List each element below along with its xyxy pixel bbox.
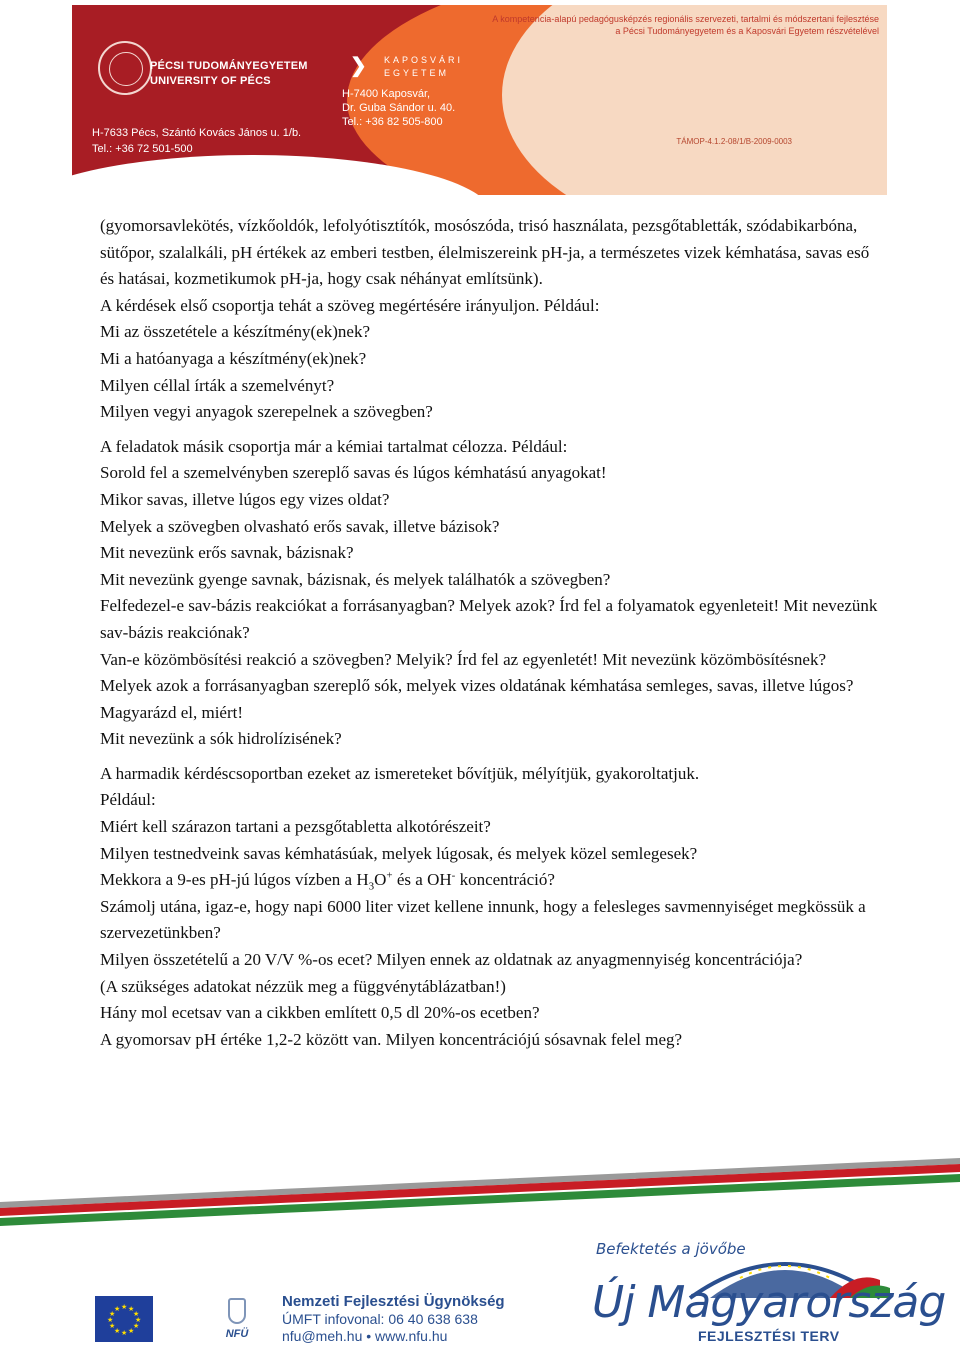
formula-subscript: 3	[368, 880, 375, 893]
star-icon: ★	[114, 1327, 121, 1335]
ke-address-street: Dr. Guba Sándor u. 40.	[342, 102, 456, 114]
question: Mi a hatóanyaga a készítmény(ek)nek?	[100, 348, 367, 368]
star-icon: ★	[133, 1322, 140, 1330]
formula-superscript: -	[451, 869, 456, 882]
pte-seal-icon	[98, 41, 152, 95]
tamop-code: TÁMOP-4.1.2-08/1/B-2009-0003	[676, 137, 792, 146]
project-title	[492, 13, 879, 37]
question: Milyen céllal írták a szemelvényt?	[100, 375, 335, 395]
question: Mit nevezünk a sók hidrolízisének?	[100, 729, 342, 749]
ke-name-line1: KAPOSVÁRI	[384, 55, 464, 65]
ke-name-line2: EGYETEM	[384, 68, 450, 78]
formula-text: Mekkora a 9-es pH-jú lúgos vízben a H	[100, 870, 369, 890]
nfu-phone: ÚMFT infovonal: 06 40 638 638	[282, 1311, 478, 1327]
nfu-logo-text: NFÜ	[225, 1328, 249, 1340]
question: Van-e közömbösítési reakció a szövegben? Melyik? Írd fel az egyenletét! Mit nevezünk közömbösítésnek?	[100, 649, 827, 669]
star-icon: ★	[121, 1303, 128, 1311]
question: Számolj utána, igaz-e, hogy napi 6000 liter vizet kellene innunk, hogy a felesleges savmennyiséget megkössük a szervezetünkben?	[100, 896, 866, 943]
question: Mikor savas, illetve lúgos egy vizes oldat?	[100, 489, 390, 509]
question-formula	[100, 867, 880, 894]
formula-superscript: +	[386, 869, 393, 882]
project-title-line2: a Pécsi Tudományegyetem és a Kaposvári Egyetem részvételével	[615, 26, 879, 36]
pte-address-street: H-7633 Pécs, Szántó Kovács János u. 1/b.	[92, 127, 302, 139]
question: A gyomorsav pH értéke 1,2-2 között van. Milyen koncentrációjú sósavnak felel meg?	[100, 1029, 683, 1049]
nfu-logo	[222, 1298, 252, 1346]
formula-text: és a OH	[392, 870, 452, 890]
star-icon: ★	[135, 1316, 142, 1324]
page-header	[72, 5, 887, 195]
ke-address-phone: Tel.: +36 82 505-800	[342, 116, 443, 128]
note: (A szükséges adatokat nézzük meg a függvénytáblázatban!)	[100, 976, 506, 996]
nfu-contact-block	[282, 1292, 505, 1345]
slogan: Befektetés a jövőbe	[596, 1240, 746, 1258]
eu-flag-icon	[95, 1296, 153, 1342]
nfu-contact: nfu@meh.hu • www.nfu.hu	[282, 1328, 448, 1344]
um-title: Új Magyarország	[592, 1277, 946, 1328]
star-icon: ★	[121, 1329, 128, 1337]
ke-name	[384, 54, 463, 80]
ke-logo-icon: ❯	[350, 55, 367, 77]
star-icon: ★	[109, 1322, 116, 1330]
question: Miért kell szárazon tartani a pezsgőtabletta alkotórészeit?	[100, 817, 491, 837]
third-group-example-label: Például:	[100, 790, 156, 810]
stripe-red	[0, 1164, 960, 1216]
question: Felfedezel-e sav-bázis reakciókat a forrásanyagban? Melyek azok? Írd fel a folyamatok egyenleteit! Mit nevezünk sav-bázis reakciónak?	[100, 596, 878, 642]
eu-star-ring	[107, 1303, 142, 1337]
third-group-intro: A harmadik kérdéscsoportban ezeket az ismereteket bővítjük, mélyítjük, gyakoroltatjuk.	[100, 763, 700, 783]
nfu-title: Nemzeti Fejlesztési Ügynökség	[282, 1293, 505, 1310]
pte-name-en: UNIVERSITY OF PÉCS	[150, 75, 271, 87]
ke-address	[342, 87, 455, 129]
ke-address-city: H-7400 Kaposvár,	[342, 88, 431, 100]
star-icon: ★	[128, 1305, 135, 1313]
question: Mi az összetétele a készítmény(ek)nek?	[100, 322, 370, 342]
question: Melyek azok a forrásanyagban szereplő sók, melyek vizes oldatának kémhatása semleges, savas, illetve lúgos? Magyarázd el, miért!	[100, 676, 854, 722]
question: Milyen vegyi anyagok szerepelnek a szövegben?	[100, 402, 433, 422]
pte-address	[92, 125, 301, 157]
first-group-intro: A kérdések első csoportja tehát a szöveg megértésére irányuljon. Például:	[100, 295, 600, 315]
pte-name-hu: PÉCSI TUDOMÁNYEGYETEM	[150, 60, 308, 72]
question: Sorold fel a szemelvényben szereplő savas és lúgos kémhatású anyagokat!	[100, 463, 607, 483]
question: Milyen testnedveink savas kémhatásúak, melyek lúgosak, és melyek közel semlegesek?	[100, 843, 698, 863]
intro-paragraph: (gyomorsavlekötés, vízkőoldók, lefolyótisztítók, mosószóda, trisó használata, pezsgőtabletták, szódabikarbóna, sütőpor, szalalkáli, pH értékek az emberi testben, élelmiszereink pH-ja, a természetes vizek kémhatása, savas eső és hatásai, kozmetikumok pH-ja, hogy csak néhányat említsünk).	[100, 216, 870, 289]
project-title-line1: A kompetencia-alapú pedagógusképzés regionális szervezeti, tartalmi és módszertani fejlesztése	[492, 14, 879, 24]
star-icon: ★	[114, 1305, 121, 1313]
pte-name	[150, 59, 308, 89]
question: Milyen összetételű a 20 V/V %-os ecet? Milyen ennek az oldatnak az anyagmennyiség koncentrációja?	[100, 950, 803, 970]
star-icon: ★	[128, 1327, 135, 1335]
star-icon: ★	[107, 1316, 114, 1324]
star-icon: ★	[133, 1310, 140, 1318]
coat-of-arms-icon	[228, 1298, 246, 1324]
document-body	[100, 213, 880, 1053]
um-subtitle: FEJLESZTÉSI TERV	[698, 1328, 840, 1344]
formula-text: O	[374, 870, 387, 890]
question: Mit nevezünk erős savnak, bázisnak?	[100, 543, 354, 563]
formula-text: koncentráció?	[455, 870, 555, 890]
star-icon: ★	[109, 1310, 116, 1318]
second-group-intro: A feladatok másik csoportja már a kémiai tartalmat célozza. Például:	[100, 436, 568, 456]
question: Hány mol ecetsav van a cikkben említett 0,5 dl 20%-os ecetben?	[100, 1003, 540, 1023]
footer-stripes	[0, 1150, 960, 1230]
question: Melyek a szövegben olvasható erős savak, illetve bázisok?	[100, 516, 500, 536]
pte-address-phone: Tel.: +36 72 501-500	[92, 143, 193, 155]
question: Mit nevezünk gyenge savnak, bázisnak, és melyek találhatók a szövegben?	[100, 569, 611, 589]
